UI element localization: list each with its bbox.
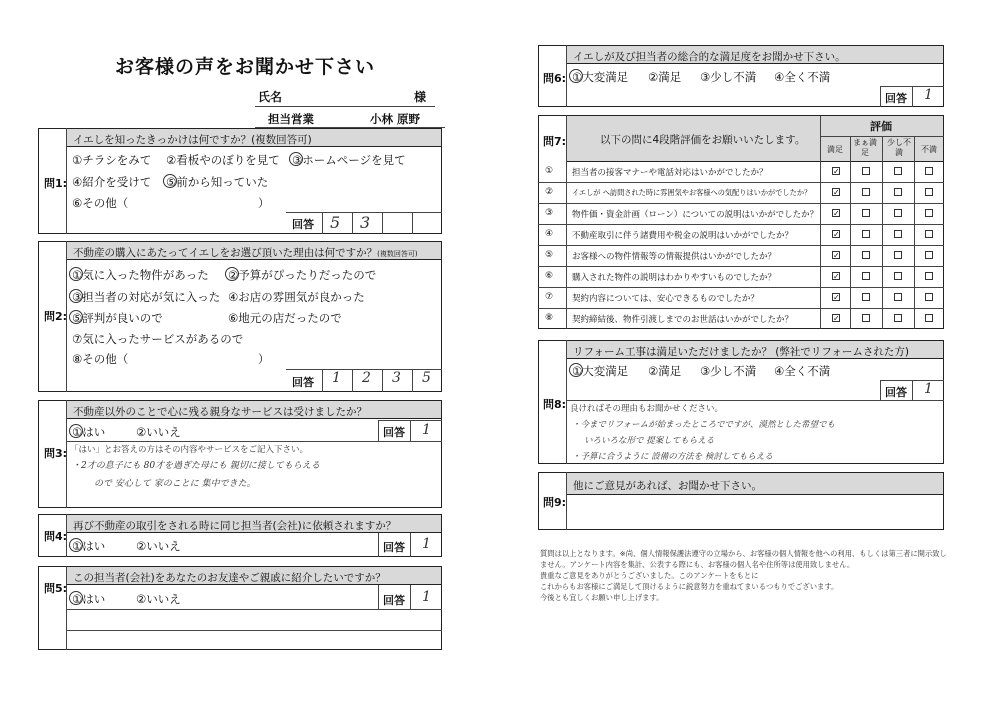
q8-option-1: ①大変満足 [572,364,629,378]
q4-number: 問4: [44,530,68,543]
q1-number: 問1: [44,177,68,190]
q7-row-line [538,308,944,309]
q7-row-number: ④ [545,229,554,239]
q7-checkbox[interactable] [894,230,902,238]
q9-question: 他にご意見があれば、お聞かせ下さい。 [567,473,943,495]
q6-question: イエしが及び担当者の総合的な満足度をお聞かせ下さい。 [567,46,943,64]
q2-number: 問2: [44,310,68,323]
q8-answer-label: 回答 [885,386,907,399]
q7-col-div-2 [882,136,883,329]
page-title: お客様の声をお聞かせ下さい [115,56,376,78]
q7-row-number: ③ [545,208,554,218]
q6-answer: 1 [924,87,933,103]
q7-row-line [538,224,944,225]
footer-line-3: 貴重なご意見をありがとうございました。このアンケートをもとに [540,571,759,580]
q2-answer-3: 3 [392,370,401,386]
q2-question-header [67,242,441,260]
q1-circle-3 [289,152,303,166]
q3-question: 不動産以外のことで心に残る親身なサービスは受けましたか？ [67,401,441,419]
q7-checkbox[interactable] [894,293,902,301]
q1-option-1: ①チラシをみて [72,153,152,167]
q1-answer-1: 5 [330,213,341,232]
q7-row-number: ⑧ [545,313,554,323]
q7-row-number: ⑥ [545,271,554,281]
q3-circle-1 [69,424,83,438]
q2-circle-5 [69,310,83,324]
footer-line-1: 質問は以上となります。※尚、個人情報保護法遵守の立場から、お客様の個人情報を他への利用、もしくは第三者に開示致し [540,549,947,558]
q7-checkbox[interactable] [862,209,870,217]
q7-col-div-1 [850,136,851,329]
q7-checkbox[interactable] [925,272,933,280]
q1-option-6: ⑥その他（ [72,196,129,210]
staff-name: 小林 原野 [370,112,421,126]
q8-answer: 1 [924,381,933,397]
q5-answer-left [378,585,379,609]
q5-line-2 [66,630,442,631]
q6-answer-left [880,86,881,107]
q8-option-3: ③少し不満 [700,364,757,378]
footer-line-5: 今後とも宜しくお願い申し上げます。 [540,593,664,602]
q2-circle-1 [69,267,83,281]
q1-ans-div-2 [382,212,383,234]
q5-circle-1 [69,591,83,605]
q5-option-2: ②いいえ [136,592,181,606]
q7-row-text: 担当者の接客マナーや電話対応はいかがでしたか？ [572,168,768,178]
q2-option-8-close: ） [258,352,270,366]
q7-row-line [538,203,944,204]
q6-number: 問6: [543,72,567,85]
q1-option-6-close: ） [258,196,270,210]
q7-checkbox[interactable]: ✓ [833,251,840,260]
q2-option-2: ②予算がぴったりだったので [228,268,377,282]
q6-circle-1 [569,69,583,83]
q7-row-number: ② [545,187,554,197]
q2-option-7: ⑦気に入ったサービスがあるので [72,332,244,346]
q7-rating-left [820,116,821,329]
q7-row-text: 購入された物件の説明はわかりやすいものでしたか？ [572,273,777,283]
honorific: 様 [414,90,427,104]
q7-checkbox[interactable] [925,293,933,301]
q4-answer-label: 回答 [383,541,405,554]
q7-row-line [538,182,944,183]
q7-checkbox[interactable] [894,167,902,175]
q2-option-1: ①気に入った物件があった [72,268,209,282]
q7-checkbox[interactable]: ✓ [833,167,840,176]
q2-answer-1: 1 [332,370,341,386]
q8-number: 問8: [543,398,567,411]
staff-label: 担当営業 [268,112,314,126]
q1-question: イエしを知ったきっかけは何ですか？(複数回答可) [67,129,441,147]
q2-answer-label: 回答 [292,376,314,389]
q7-checkbox[interactable] [925,209,933,217]
q7-checkbox[interactable]: ✓ [833,293,840,302]
q2-option-5: ⑤評判が良いので [72,311,163,325]
q2-circle-2 [225,267,239,281]
q1-option-5: ⑤前から知っていた [166,175,269,189]
q2-option-6: ⑥地元の店だったので [228,311,342,325]
q8-circle-1 [569,363,583,377]
q5-answer: 1 [422,589,431,605]
q1-ans-div-3 [412,212,413,234]
q8-handwritten-2: いろいろな形で 提案してもらえる [584,436,715,446]
q6-option-4: ④全く不満 [774,70,831,84]
q3-handwritten-2: ので 安心して 家のことに 集中できた。 [94,479,256,489]
q7-checkbox[interactable] [862,293,870,301]
q6-answer-div [912,86,913,107]
q1-circle-5 [163,174,177,188]
q7-row-text: 不動産取引に伴う諸費用や税金の説明はいかがでしたか？ [572,231,794,241]
q7-row-number: ① [545,166,554,176]
q4-option-1: ①はい [72,539,106,553]
q3-handwritten-1: ・2才の息子にも 80才を過ぎた母にも 親切に接してもらえる [72,461,320,471]
q1-answer-2: 3 [360,213,371,232]
q8-answer-left [880,380,881,400]
q4-answer-div [410,533,411,557]
q8-handwritten-1: ・今までリフォームが始まったところでですが、漠然とした希望でも [572,420,835,430]
q7-col-div-3 [914,136,915,329]
q7-checkbox[interactable] [925,188,933,196]
q7-row-text: 物件価・資金計画（ローン）についての説明はいかがでしたか？ [572,210,819,220]
q9-number: 問9: [543,496,567,509]
q7-col-4: 不満 [921,145,937,154]
q7-number: 問7: [543,135,567,148]
q8-handwritten-3: ・予算に合うように 設備の方法を 検討してもらえる [572,452,773,462]
q1-ans-div-1 [352,212,353,234]
q7-checkbox[interactable] [925,251,933,259]
q2-ans-div-2 [382,369,383,392]
q1-ans-div-0 [322,212,323,234]
footer-line-2: ません。アンケート内容を集計、公表する際にも、お客様の個人名や住所等は使用致しません。 [540,560,855,569]
q5-answer-div [410,585,411,609]
q8-option-4: ④全く不満 [774,364,831,378]
q2-ans-div-1 [352,369,353,392]
q7-row-text: イエしが へ訪問された時に雰囲気やお客様への気配りはいかがでしたか？ [572,188,812,197]
q2-circle-3 [69,289,83,303]
q7-checkbox[interactable]: ✓ [833,230,840,239]
q7-checkbox[interactable] [862,188,870,196]
q8-option-2: ②満足 [648,364,682,378]
q7-checkbox[interactable] [862,272,870,280]
q7-col-1: 満足 [827,145,843,154]
q6-answer-label: 回答 [885,92,907,105]
q7-checkbox[interactable] [894,209,902,217]
q4-answer-left [378,533,379,557]
q7-row-text: お客様への物件情報等の情報提供はいかがでしたか？ [572,252,777,262]
q7-checkbox[interactable]: ✓ [833,188,840,197]
q6-option-3: ③少し不満 [700,70,757,84]
q7-checkbox[interactable] [925,230,933,238]
q4-answer: 1 [422,536,431,552]
name-line [255,106,435,107]
footer-line-4: これからもお客様にご満足して頂けるように鋭意努力を重ねてまいるつもりでございます。 [540,582,839,591]
q1-option-4: ④紹介を受けて [72,175,152,189]
q5-option-1: ①はい [72,592,106,606]
q2-ans-div-3 [412,369,413,392]
q2-option-3: ③担当者の対応が気に入った [72,290,221,304]
q3-answer-div [410,420,411,441]
q7-checkbox[interactable] [894,314,902,322]
q4-circle-1 [69,538,83,552]
q7-checkbox[interactable] [862,251,870,259]
q7-checkbox[interactable]: ✓ [833,272,840,281]
q2-option-8: ⑧その他（ [72,352,129,366]
q6-option-2: ②満足 [648,70,682,84]
q7-checkbox[interactable]: ✓ [833,314,840,323]
q7-col-2: まぁ満足 [853,138,877,157]
q3-number: 問3: [44,447,68,460]
q3-note-top [66,441,442,442]
q7-row-line [538,287,944,288]
q1-option-3: ③ホームページを見て [292,153,406,167]
q2-option-4: ④お店の雰囲気が良かった [228,290,365,304]
q2-question-small: (複数回答可) [377,250,418,258]
q7-row-line [538,266,944,267]
q3-answer-label: 回答 [383,426,405,439]
q8-answer-div [912,380,913,400]
q7-checkbox[interactable] [862,314,870,322]
q2-question: 不動産の購入にあたってイエしをお選び頂いた理由は何ですか？ [73,247,378,259]
q7-checkbox[interactable] [894,251,902,259]
q2-ans-div-0 [322,369,323,392]
q5-line-1 [66,609,442,610]
q7-checkbox[interactable]: ✓ [833,209,840,218]
q6-option-1: ①大変満足 [572,70,629,84]
q1-answer-label: 回答 [292,218,314,231]
q3-option-2: ②いいえ [136,425,181,439]
name-label: 氏名 [258,90,283,104]
q4-option-2: ②いいえ [136,539,181,553]
q3-note: 「はい」とお答えの方はその内容やサービスをご記入下さい。 [70,445,309,455]
q3-answer: 1 [422,422,431,438]
q4-question: 再び不動産の取引をされる時に同じ担当者(会社)に依頼されますか？ [67,515,441,533]
q7-row-text: 契約締結後、物件引渡しまでのお世話はいかがでしたか？ [572,315,794,325]
q7-row-text: 契約内容については、安心できるものでしたか？ [572,294,759,304]
q2-answer-2: 2 [362,370,371,386]
q7-checkbox[interactable] [925,314,933,322]
q7-checkbox[interactable] [862,230,870,238]
q3-answer-left [378,420,379,441]
q7-question: 以下の問に4段階評価をお願いいたします。 [600,134,806,146]
q7-row-line [538,245,944,246]
q8-question: リフォーム工事は満足いただけましたか？ (弊社でリフォームされた方) [567,341,943,359]
q3-option-1: ①はい [72,425,106,439]
q8-note-top [566,400,944,401]
q1-option-2: ②看板やのぼりを見て [166,153,280,167]
q7-rating-title: 評価 [870,120,892,133]
q5-answer-label: 回答 [383,594,405,607]
q5-question: この担当者(会社)をあなたのお友達やご親戚に紹介したいですか？ [67,567,441,585]
q5-number: 問5: [44,582,68,595]
q8-note: 良ければその理由もお聞かせください。 [570,404,724,414]
q7-checkbox[interactable] [894,272,902,280]
q7-checkbox[interactable] [925,167,933,175]
q7-checkbox[interactable] [862,167,870,175]
q7-row-number: ⑤ [545,250,554,260]
q7-col-3: 少し不満 [887,138,911,157]
q2-answer-4: 5 [422,370,431,386]
q7-row-number: ⑦ [545,292,554,302]
q7-checkbox[interactable] [894,188,902,196]
